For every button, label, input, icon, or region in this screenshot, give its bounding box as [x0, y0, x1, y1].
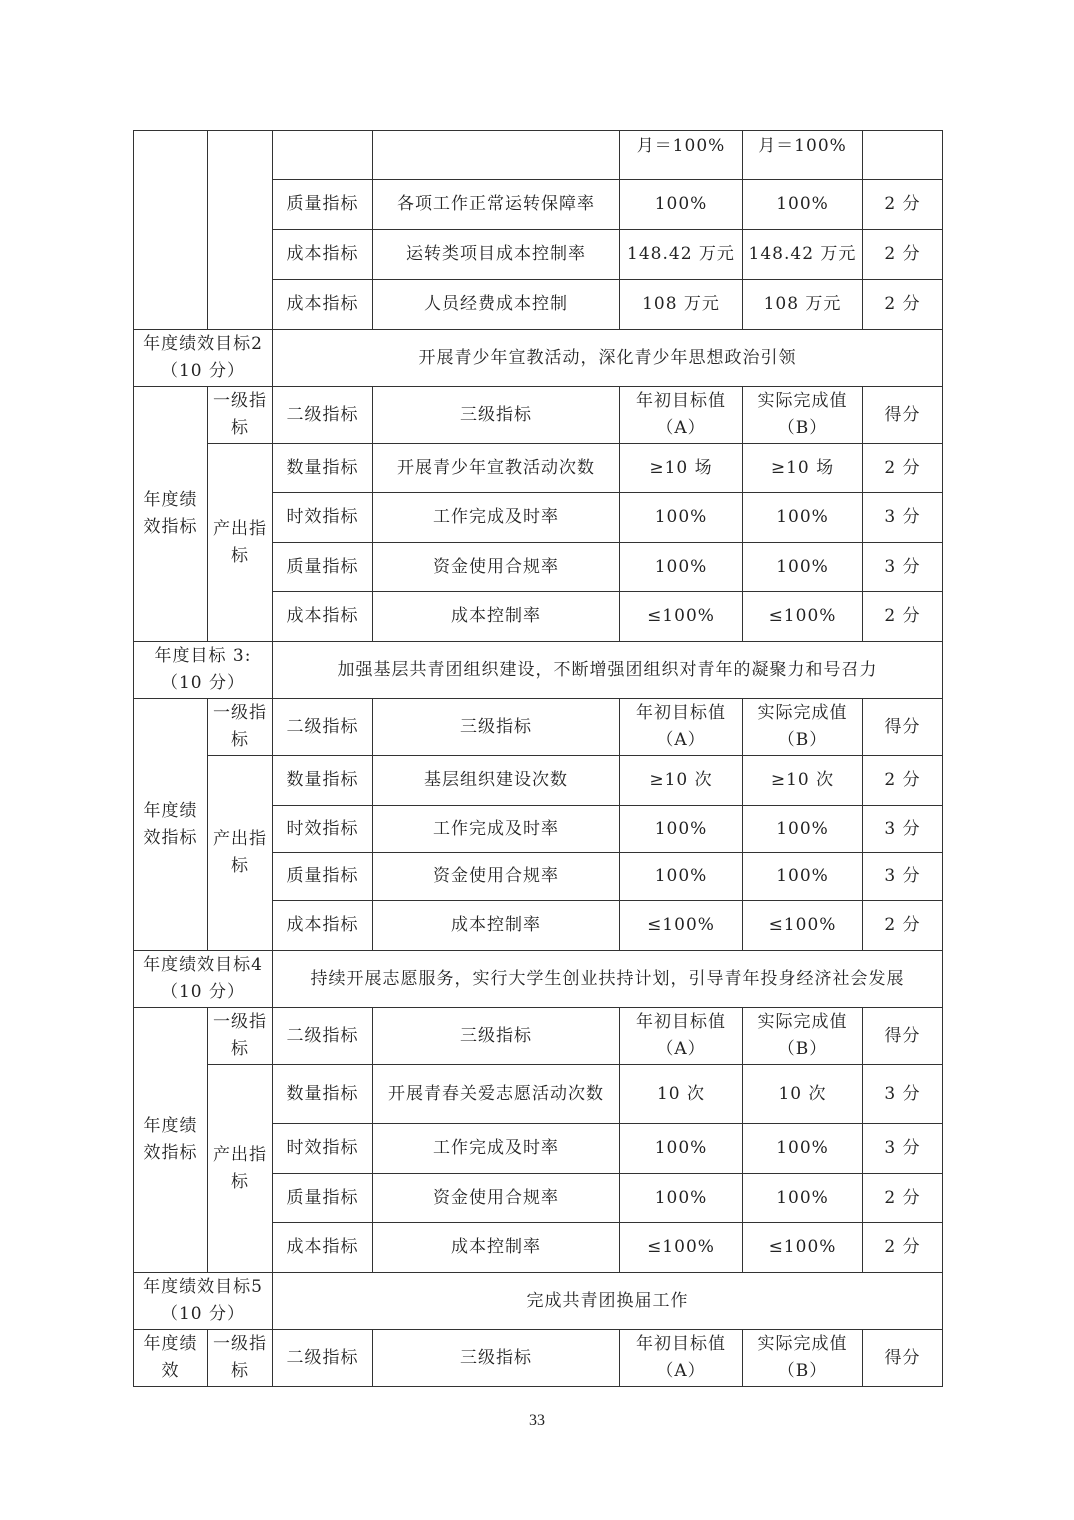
indicator-cell: 资金使用合规率	[373, 853, 620, 901]
header-level1: 一级指标	[208, 1008, 273, 1065]
target-cell: ≤100%	[620, 1223, 743, 1273]
header-level1: 一级指标	[208, 699, 273, 756]
header-score: 得分	[863, 1330, 943, 1387]
category-cell: 质量指标	[273, 543, 373, 592]
indicator-cell: 人员经费成本控制	[373, 280, 620, 330]
header-score: 得分	[863, 1008, 943, 1065]
header-score: 得分	[863, 387, 943, 444]
category-cell: 成本指标	[273, 592, 373, 642]
target-cell: 100%	[620, 180, 743, 230]
table-row	[134, 444, 943, 493]
header-level1: 一级指标	[208, 1330, 273, 1387]
continued-merged-cell	[134, 131, 208, 330]
category-cell: 成本指标	[273, 901, 373, 951]
category-cell: 数量指标	[273, 1065, 373, 1124]
table-cell	[273, 131, 373, 180]
actual-cell: ≤100%	[743, 592, 863, 642]
score-cell: 3 分	[863, 493, 943, 543]
score-cell: 2 分	[863, 180, 943, 230]
annual-indicator-label: 年度绩效指标	[134, 387, 208, 642]
page-number: 33	[529, 1412, 545, 1429]
category-cell: 成本指标	[273, 230, 373, 280]
score-cell: 2 分	[863, 901, 943, 951]
target-cell: ≤100%	[620, 901, 743, 951]
score-cell: 3 分	[863, 853, 943, 901]
header-level2: 二级指标	[273, 387, 373, 444]
indicator-cell: 开展青春关爱志愿活动次数	[373, 1065, 620, 1124]
header-row	[134, 387, 943, 444]
goal-row	[134, 642, 943, 699]
actual-cell: 100%	[743, 543, 863, 592]
target-cell: 100%	[620, 806, 743, 853]
table-cell	[373, 131, 620, 180]
actual-cell: 100%	[743, 853, 863, 901]
header-level3: 三级指标	[373, 1008, 620, 1065]
goal-description: 完成共青团换届工作	[273, 1273, 943, 1330]
output-indicator-label: 产出指标	[208, 756, 273, 951]
actual-cell: 100%	[743, 1174, 863, 1223]
actual-cell: 100%	[743, 180, 863, 230]
actual-cell: ≥10 次	[743, 756, 863, 806]
target-cell: 108 万元	[620, 280, 743, 330]
indicator-cell: 资金使用合规率	[373, 543, 620, 592]
indicator-cell: 资金使用合规率	[373, 1174, 620, 1223]
score-cell: 2 分	[863, 230, 943, 280]
category-cell: 质量指标	[273, 180, 373, 230]
actual-cell: 148.42 万元	[743, 230, 863, 280]
table-row	[134, 1065, 943, 1124]
header-row	[134, 1008, 943, 1065]
header-row	[134, 699, 943, 756]
category-cell: 数量指标	[273, 756, 373, 806]
header-level3: 三级指标	[373, 387, 620, 444]
target-cell: 148.42 万元	[620, 230, 743, 280]
target-cell: 月＝100%	[620, 131, 743, 180]
actual-cell: 10 次	[743, 1065, 863, 1124]
score-cell	[863, 131, 943, 180]
performance-table	[133, 130, 943, 1387]
goal-description: 开展青少年宣教活动，深化青少年思想政治引领	[273, 330, 943, 387]
goal-label: 年度目标 3:（10 分）	[134, 642, 273, 699]
actual-cell: 月＝100%	[743, 131, 863, 180]
score-cell: 3 分	[863, 806, 943, 853]
header-level3: 三级指标	[373, 1330, 620, 1387]
target-cell: ≤100%	[620, 592, 743, 642]
category-cell: 时效指标	[273, 493, 373, 543]
actual-cell: ≤100%	[743, 901, 863, 951]
indicator-cell: 基层组织建设次数	[373, 756, 620, 806]
goal-row	[134, 1273, 943, 1330]
header-level1: 一级指标	[208, 387, 273, 444]
header-level3: 三级指标	[373, 699, 620, 756]
actual-cell: 108 万元	[743, 280, 863, 330]
actual-cell: 100%	[743, 806, 863, 853]
target-cell: ≥10 次	[620, 756, 743, 806]
actual-cell: 100%	[743, 1124, 863, 1174]
target-cell: 100%	[620, 1174, 743, 1223]
header-target: 年初目标值（A）	[620, 1330, 743, 1387]
header-level2: 二级指标	[273, 1008, 373, 1065]
score-cell: 2 分	[863, 280, 943, 330]
header-actual: 实际完成值（B）	[743, 1008, 863, 1065]
indicator-cell: 成本控制率	[373, 1223, 620, 1273]
header-actual: 实际完成值（B）	[743, 699, 863, 756]
indicator-cell: 工作完成及时率	[373, 493, 620, 543]
goal-label: 年度绩效目标4（10 分）	[134, 951, 273, 1008]
goal-row	[134, 330, 943, 387]
actual-cell: ≤100%	[743, 1223, 863, 1273]
score-cell: 3 分	[863, 1065, 943, 1124]
indicator-cell: 开展青少年宣教活动次数	[373, 444, 620, 493]
score-cell: 3 分	[863, 1124, 943, 1174]
goal-description: 持续开展志愿服务，实行大学生创业扶持计划，引导青年投身经济社会发展	[273, 951, 943, 1008]
indicator-cell: 运转类项目成本控制率	[373, 230, 620, 280]
header-actual: 实际完成值（B）	[743, 387, 863, 444]
category-cell: 时效指标	[273, 1124, 373, 1174]
target-cell: 100%	[620, 853, 743, 901]
header-level2: 二级指标	[273, 1330, 373, 1387]
target-cell: 100%	[620, 543, 743, 592]
header-row	[134, 1330, 943, 1387]
goal-label: 年度绩效目标5（10 分）	[134, 1273, 273, 1330]
output-indicator-label: 产出指标	[208, 1065, 273, 1273]
category-cell: 质量指标	[273, 853, 373, 901]
indicator-cell: 各项工作正常运转保障率	[373, 180, 620, 230]
header-actual: 实际完成值（B）	[743, 1330, 863, 1387]
indicator-cell: 工作完成及时率	[373, 1124, 620, 1174]
category-cell: 时效指标	[273, 806, 373, 853]
table-row	[134, 131, 943, 180]
actual-cell: ≥10 场	[743, 444, 863, 493]
target-cell: 100%	[620, 493, 743, 543]
goal-description: 加强基层共青团组织建设，不断增强团组织对青年的凝聚力和号召力	[273, 642, 943, 699]
score-cell: 2 分	[863, 1174, 943, 1223]
category-cell: 成本指标	[273, 280, 373, 330]
category-cell: 数量指标	[273, 444, 373, 493]
header-target: 年初目标值（A）	[620, 387, 743, 444]
output-indicator-label: 产出指标	[208, 444, 273, 642]
category-cell: 成本指标	[273, 1223, 373, 1273]
score-cell: 2 分	[863, 1223, 943, 1273]
score-cell: 3 分	[863, 543, 943, 592]
annual-indicator-label: 年度绩效指标	[134, 1008, 208, 1273]
target-cell: ≥10 场	[620, 444, 743, 493]
score-cell: 2 分	[863, 444, 943, 493]
header-target: 年初目标值（A）	[620, 699, 743, 756]
annual-indicator-label: 年度绩效指标	[134, 699, 208, 951]
header-target: 年初目标值（A）	[620, 1008, 743, 1065]
goal-label: 年度绩效目标2（10 分）	[134, 330, 273, 387]
indicator-cell: 成本控制率	[373, 592, 620, 642]
score-cell: 2 分	[863, 756, 943, 806]
indicator-cell: 工作完成及时率	[373, 806, 620, 853]
target-cell: 100%	[620, 1124, 743, 1174]
annual-indicator-label: 年度绩效	[134, 1330, 208, 1387]
table-row	[134, 756, 943, 806]
goal-row	[134, 951, 943, 1008]
category-cell: 质量指标	[273, 1174, 373, 1223]
actual-cell: 100%	[743, 493, 863, 543]
score-cell: 2 分	[863, 592, 943, 642]
continued-merged-cell	[208, 131, 273, 330]
target-cell: 10 次	[620, 1065, 743, 1124]
indicator-cell: 成本控制率	[373, 901, 620, 951]
header-score: 得分	[863, 699, 943, 756]
header-level2: 二级指标	[273, 699, 373, 756]
